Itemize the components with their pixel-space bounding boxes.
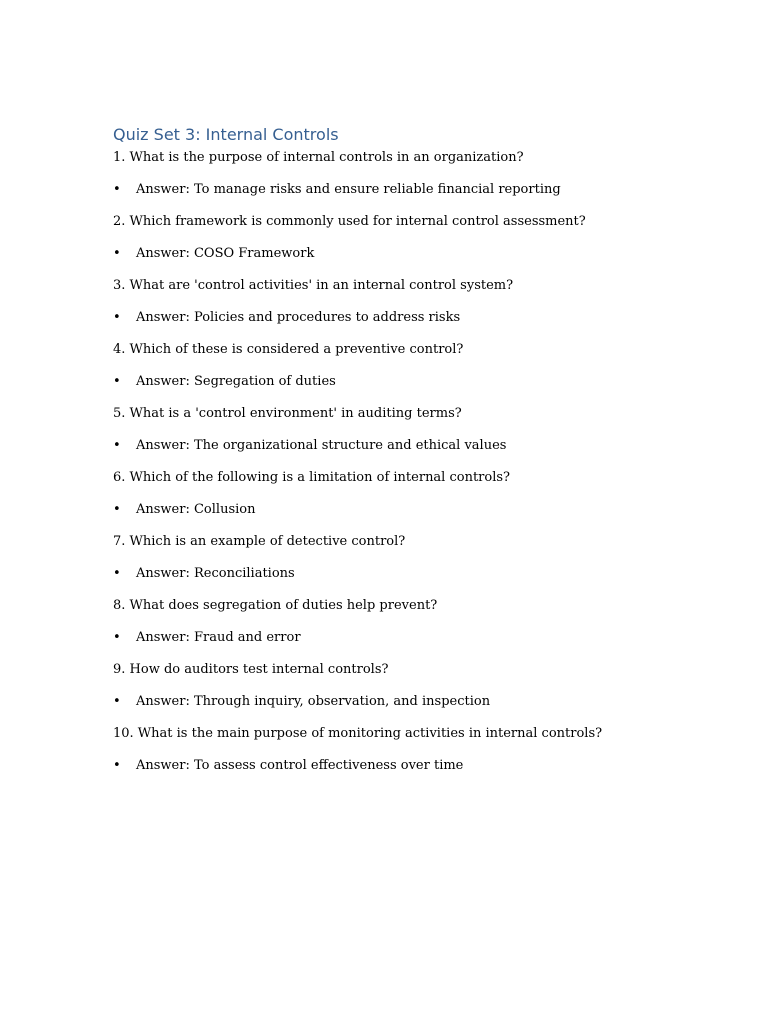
qa-item bbox=[113, 404, 602, 468]
question-text: 3. What are 'control activities' in an internal control system? bbox=[113, 278, 514, 293]
answer-row bbox=[113, 692, 602, 724]
question-text: 10. What is the main purpose of monitoring activities in internal controls? bbox=[113, 726, 603, 741]
question-text: 2. Which framework is commonly used for internal control assessment? bbox=[113, 214, 586, 229]
answer-text: Answer: Collusion bbox=[136, 502, 256, 517]
answer-row bbox=[113, 500, 602, 532]
qa-item bbox=[113, 340, 602, 404]
answer-text: Answer: Fraud and error bbox=[136, 630, 301, 645]
answer-text: Answer: The organizational structure and ethical values bbox=[136, 438, 507, 453]
answer-row bbox=[113, 756, 602, 788]
question-text: 9. How do auditors test internal controls? bbox=[113, 662, 389, 677]
answer-row bbox=[113, 564, 602, 596]
answer-text: Answer: Through inquiry, observation, and inspection bbox=[136, 694, 491, 709]
question-text: 8. What does segregation of duties help prevent? bbox=[113, 598, 438, 613]
answer-text: Answer: COSO Framework bbox=[136, 246, 315, 261]
qa-item bbox=[113, 596, 602, 660]
bullet-icon: • bbox=[113, 502, 121, 517]
answer-row bbox=[113, 372, 602, 404]
qa-item bbox=[113, 724, 602, 788]
question-text: 6. Which of the following is a limitation of internal controls? bbox=[113, 470, 511, 485]
answer-text: Answer: Policies and procedures to address risks bbox=[136, 310, 461, 325]
question-text: 7. Which is an example of detective control? bbox=[113, 534, 406, 549]
answer-text: Answer: To assess control effectiveness over time bbox=[136, 758, 464, 773]
bullet-icon: • bbox=[113, 310, 121, 325]
bullet-icon: • bbox=[113, 438, 121, 453]
bullet-icon: • bbox=[113, 246, 121, 261]
qa-item bbox=[113, 276, 602, 340]
question-text: 5. What is a 'control environment' in auditing terms? bbox=[113, 406, 462, 421]
bullet-icon: • bbox=[113, 694, 121, 709]
answer-row bbox=[113, 244, 602, 276]
bullet-icon: • bbox=[113, 758, 121, 773]
question-list bbox=[113, 148, 602, 788]
qa-item bbox=[113, 532, 602, 596]
page-title: Quiz Set 3: Internal Controls bbox=[113, 125, 339, 144]
bullet-icon: • bbox=[113, 374, 121, 389]
bullet-icon: • bbox=[113, 182, 121, 197]
answer-text: Answer: To manage risks and ensure reliable financial reporting bbox=[136, 182, 561, 197]
question-text: 4. Which of these is considered a preventive control? bbox=[113, 342, 464, 357]
qa-item bbox=[113, 468, 602, 532]
bullet-icon: • bbox=[113, 630, 121, 645]
qa-item bbox=[113, 660, 602, 724]
answer-row bbox=[113, 436, 602, 468]
answer-row bbox=[113, 308, 602, 340]
answer-row bbox=[113, 180, 602, 212]
qa-item bbox=[113, 212, 602, 276]
answer-row bbox=[113, 628, 602, 660]
bullet-icon: • bbox=[113, 566, 121, 581]
answer-text: Answer: Segregation of duties bbox=[136, 374, 336, 389]
question-text: 1. What is the purpose of internal controls in an organization? bbox=[113, 150, 524, 165]
answer-text: Answer: Reconciliations bbox=[136, 566, 295, 581]
qa-item bbox=[113, 148, 602, 212]
